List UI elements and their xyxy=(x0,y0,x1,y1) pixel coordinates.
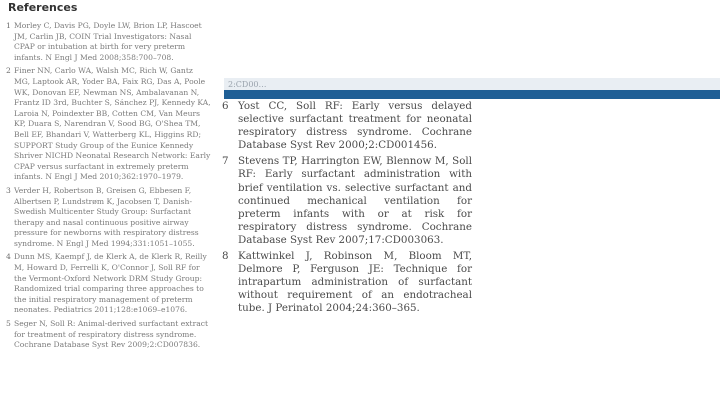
blue-band xyxy=(224,90,720,99)
reference-number: 8 xyxy=(222,250,229,263)
reference-item xyxy=(222,155,472,247)
references-heading: References xyxy=(8,1,78,14)
reference-item xyxy=(6,66,211,183)
reference-number: 6 xyxy=(222,100,229,112)
reference-number: 5 xyxy=(6,319,11,329)
reference-text: Seger N, Soll R: Animal-derived surfactant extract for treatment of respiratory distress syndrome. Cochrane Database Syst Rev 2009;2:CD007836. xyxy=(14,319,209,350)
reference-item xyxy=(222,100,472,152)
reference-text: Morley C, Davis PG, Doyle LW, Brion LP, Hascoet JM, Carlin JB, COIN Trial Investigators: Nasal CPAP or intubation at birth for very preterm infants. N Engl J Med 2008;358:700–708. xyxy=(14,21,202,62)
cut-text-line: 2:CD00… xyxy=(228,80,267,89)
reference-text: Yost CC, Soll RF: Early versus delayed selective surfactant treatment for neonatal respiratory distress syndrome. Cochrane Database Syst Rev 2000;2:CD001456. xyxy=(238,100,472,152)
reference-item xyxy=(6,252,211,316)
reference-text: Kattwinkel J, Robinson M, Bloom MT, Delmore P, Ferguson JE: Technique for intrapartum administration of surfactant without requirement of an endotracheal tube. J Perinatol 2004;24:360–365. xyxy=(238,250,472,315)
reference-text: Dunn MS, Kaempf J, de Klerk A, de Klerk R, Reilly M, Howard D, Ferrelli K, O'Connor J, Soll RF for the Vermont-Oxford Network DRM Study Group: Randomized trial comparing three approaches to the initial respiratory management of preterm neonates. Pediatrics 2011;128:e1069–e1076. xyxy=(14,252,207,315)
reference-number: 4 xyxy=(6,252,11,262)
reference-number: 1 xyxy=(6,21,11,30)
reference-item xyxy=(6,186,211,250)
reference-text: Verder H, Robertson B, Greisen G, Ebbesen F, Albertsen P, Lundstrøm K, Jacobsen T, Danish-Swedish Multicenter Study Group: Surfactant therapy and nasal continuous positive airway pressure for newborns with respiratory distress syndrome. N Engl J Med 1994;331:1051–1055. xyxy=(14,185,199,248)
reference-item xyxy=(6,21,211,63)
reference-number: 7 xyxy=(222,155,229,168)
reference-number: 2 xyxy=(6,66,11,76)
reference-number: 3 xyxy=(6,185,11,195)
band-background xyxy=(224,78,720,90)
reference-item xyxy=(6,319,211,351)
reference-item xyxy=(222,250,472,315)
reference-text: Finer NN, Carlo WA, Walsh MC, Rich W, Gantz MG, Laptook AR, Yoder BA, Faix RG, Das A, Poole WK, Donovan EF, Newman NS, Ambalavanan N, Frantz ID 3rd, Buchter S, Sánchez PJ, Kennedy KA, Laroia N, Poindexter BB, Cotten CM, Van Meurs KP, Duara S, Narendran V, Sood BG, O'Shea TM, Bell EF, Bhandari V, Watterberg KL, Higgins RD; SUPPORT Study Group of the Eunice Kennedy Shriver NICHD Neonatal Research Network: Early CPAP versus surfactant in extremely preterm infants. N Engl J Med 2010;362:1970–1979. xyxy=(14,66,211,182)
reference-text: Stevens TP, Harrington EW, Blennow M, Soll RF: Early surfactant administration with brief ventilation vs. selective surfactant and continued mechanical ventilation for preterm infants with or at risk for respiratory distress syndrome. Cochrane Database Syst Rev 2007;17:CD003063. xyxy=(238,155,472,246)
left-reference-column xyxy=(6,0,211,405)
right-reference-column xyxy=(222,100,472,319)
